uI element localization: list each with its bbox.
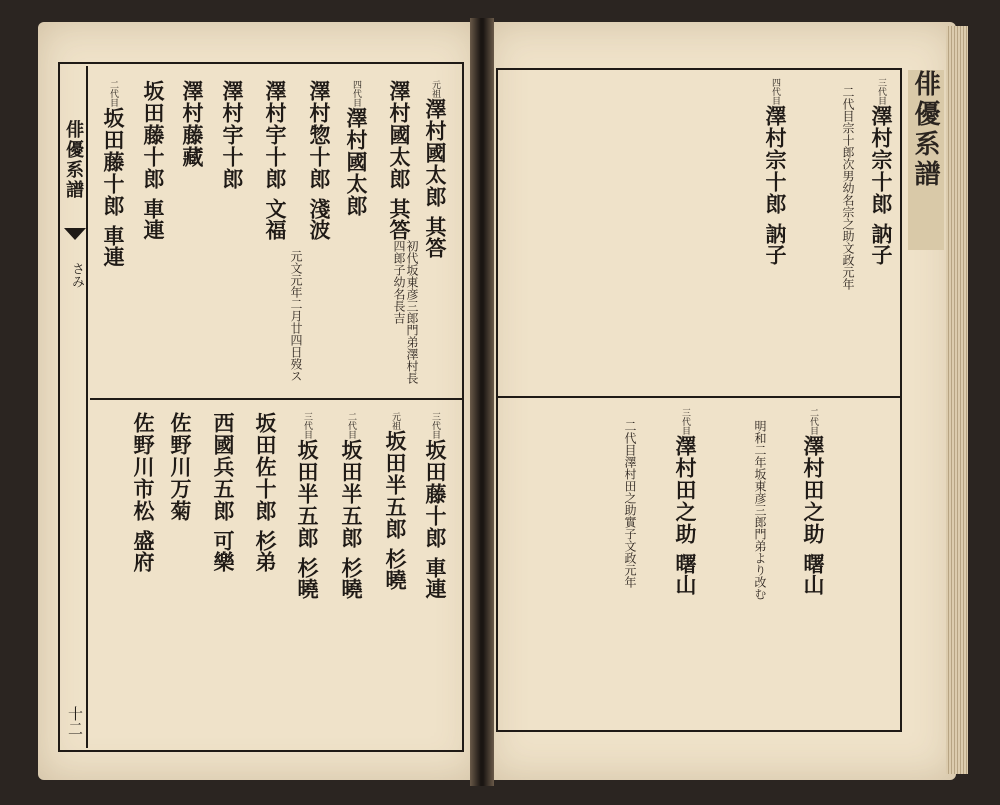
entry-left-top-5: 澤村宇十郎文福 [263,80,288,240]
right-bottom-body-2: 二代目澤村田之助實子文政元年 [623,420,637,588]
entry-left-bottom-2: 元祖坂田半五郎杉曉 [383,412,408,590]
entry-right-bottom-2: 三代目澤村田之助曙山 [673,408,698,595]
book-gutter [470,18,494,786]
left-page-divider [90,398,462,400]
right-title-strip: 俳優系譜 [908,70,944,250]
entry-right-top-1: 三代目澤村宗十郎訥子 [869,78,894,265]
entry-left-top-3: 四代目澤村國太郎 [344,80,369,217]
folio-kana: さみ [69,262,84,288]
entry-left-top-7: 澤村藤藏 [180,80,205,168]
entry-left-top-6: 澤村宇十郎 [220,80,245,190]
right-page-divider [498,396,900,398]
entry-right-bottom-1: 二代目澤村田之助曙山 [801,408,826,595]
entry-left-top-9: 二代目坂田藤十郎車連 [101,80,126,267]
entry-left-top-2: 澤村國太郎其答 [387,80,412,240]
entry-left-bottom-5: 坂田佐十郎杉弟 [253,412,278,572]
entry-left-bottom-8: 佐野川市松盛府 [131,412,156,572]
entry-left-top-1: 元祖澤村國太郎其答 [423,80,448,258]
right-top-body-1: 二代目宗十郎次男幼名宗之助文政元年 [841,86,855,290]
entry-left-bottom-7: 佐野川万菊 [168,412,193,522]
fishtail-mark [64,228,86,240]
entry-left-bottom-4: 三代目坂田半五郎杉曉 [295,412,320,599]
running-title: 俳優系譜 [63,120,84,200]
entry-left-bottom-3: 二代目坂田半五郎杉曉 [339,412,364,599]
entry-left-bottom-1: 三代目坂田藤十郎車連 [423,412,448,599]
folio-number: 十二 [66,706,84,736]
left-top-body-2: 元文元年二月廿四日歿ス [289,250,303,382]
page-edges [946,26,968,774]
right-bottom-body-1: 明和二年坂東彦三郎門弟より改む [753,420,767,600]
entry-right-top-2: 四代目澤村宗十郎訥子 [763,78,788,265]
entry-left-top-4: 澤村惣十郎淺波 [307,80,332,240]
entry-left-bottom-6: 西國兵五郎可樂 [211,412,236,572]
left-top-body-1: 初代坂東彦三郎門弟澤村長四郎子幼名長吉 [392,240,419,384]
entry-left-top-8: 坂田藤十郎車連 [141,80,166,240]
